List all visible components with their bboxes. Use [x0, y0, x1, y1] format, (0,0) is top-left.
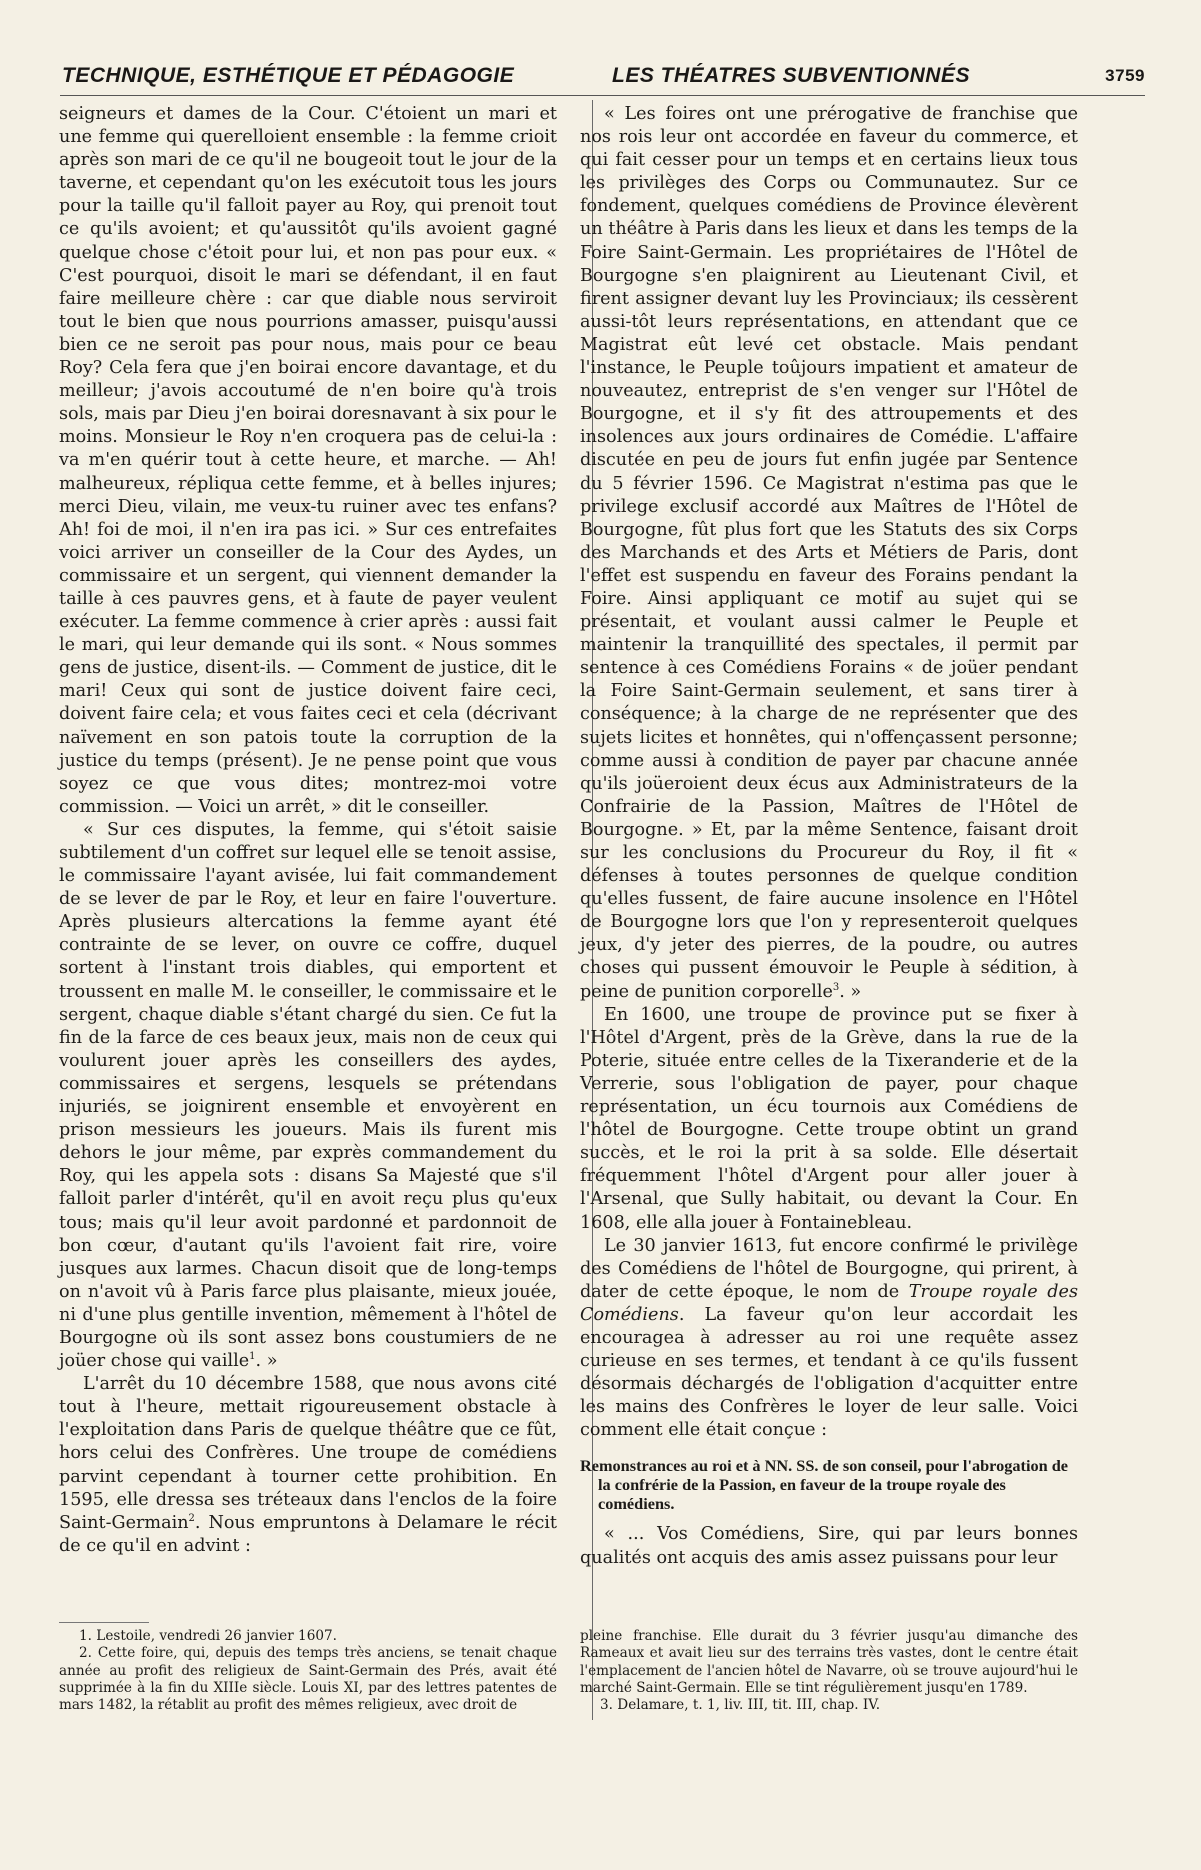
- paragraph-text: . »: [255, 1351, 278, 1372]
- header-left-title: TECHNIQUE, ESTHÉTIQUE ET PÉDAGOGIE: [62, 64, 515, 87]
- section-subheading: Remonstrances au roi et à NN. SS. de son conseil, pour l'abrogation de la confrérie de la Passion, en faveur de la troupe royale des comédiens.: [580, 1456, 1069, 1514]
- footnote: 3. Delamare, t. 1, liv. III, tit. III, chap. IV.: [600, 1697, 881, 1714]
- footnote: 2. Cette foire, qui, depuis des temps très anciens, se tenait chaque année au profit des religieux de Saint-Germain des Prés, avait été supprimée à la fin du XIIIe siècle. Louis XI, par des lettres patentes de mars 1482, la rétablit au profit des mêmes religieux, avec droit de: [59, 1645, 557, 1714]
- paragraph: En 1600, une troupe de province put se fixer à l'Hôtel d'Argent, près de la Grève, dans la rue de la Poterie, située entre celles de la Tixeranderie et de la Verrerie, sous l'obligation de payer, pour chaque représentation, un écu tournois aux Comédiens de l'hôtel de Bourgogne. Cette troupe obtint un grand succès, et le roi la prit à sa solde. Elle désertait fréquemment l'hôtel d'Argent pour aller jouer à l'Arsenal, que Sully habitait, ou devant la Cour. En 1608, elle alla jouer à Fontainebleau.: [580, 1004, 1078, 1233]
- running-header: [60, 60, 1145, 94]
- paragraph-text: Le 30 janvier 1613, fut encore confirmé le privilège des Comédiens de l'hôtel de Bourgogne, qui prirent, à dater de cette époque, le nom de: [580, 1235, 1078, 1302]
- paragraph: [580, 103, 1078, 1004]
- paragraph: [59, 819, 557, 1373]
- italic-title: Troupe royale des Comédiens: [580, 1281, 1078, 1325]
- page-number: 3759: [1105, 66, 1145, 85]
- paragraph-text: . Nous empruntons à Delamare le récit de ce qu'il en advint :: [59, 1512, 557, 1556]
- footnote: 1. Lestoile, vendredi 26 janvier 1607.: [79, 1628, 337, 1644]
- paragraph-text: « Les foires ont une prérogative de franchise que nos rois leur ont accordée en faveur du commerce, et qui fait cesser pour un temps et en certains lieux tous les privilèges des Corps ou Communautez. Sur ce fondement, quelques comédiens de Province élevèrent un théâtre à Paris dans les lieux et dans les temps de la Foire Saint-Germain. Les propriétaires de l'Hôtel de Bourgogne s'en plaignirent au Lieutenant Civil, et firent assigner devant luy les Provinciaux; ils cessèrent aussi-tôt leurs représentations, en attendant que ce Magistrat eût levé cet obstacle. Mais pendant l'instance, le Peuple toûjours impatient et amateur de nouveautez, entreprist de s'en venger sur l'Hôtel de Bourgogne, et il s'y fit des attroupements et des insolences aux jours ordinaires de Comédie. L'affaire discutée en peu de jours fut enfin jugée par Sentence du 5 février 1596. Ce Magistrat n'estima pas que le privilege exclusif accordé aux Maîtres de l'Hôtel de Bourgogne, fût plus fort que les Statuts des six Corps des Marchands et des Arts et Métiers de Paris, dont l'effet est suspendu en faveur des Forains pendant la Foire. Ainsi appliquant ce motif au sujet qui se présentait, et voulant aussi calmer le Peuple et maintenir la tranquillité des spectales, il permit par sentence à ces Comédiens Forains « de joüer pendant la Foire Saint-Germain seulement, et sans tirer à conséquence; à la charge de ne représenter que des sujets licites et honnêtes, qui n'offençassent personne; comme aussi à condition de payer par chacune année qu'ils joüeroient deux écus aux Administrateurs de la Confrairie de la Passion, Maîtres de l'Hôtel de Bourgogne. » Et, par la même Sentence, faisant droit sur les conclusions du Procureur du Roy, il fit « défenses à toutes personnes de quelque condition qu'elles fussent, de faire aucune insolence en l'Hôtel de Bourgogne lors que l'on y representeroit quelques jeux, d'y jeter des pierres, de la poudre, ou autres choses qui pussent émouvoir le Peuple à sédition, à peine de punition corporelle: [580, 104, 1078, 1002]
- paragraph-text: seigneurs et dames de la Cour. C'étoient un mari et une femme qui querelloient ensemble : la femme crioit après son mari de ce qu'il ne bougeoit tout le jour de la taverne, et cependant qu'on les exécutoit tous les jours pour la taille qu'il falloit payer au Roy, qui prenoit tout ce qu'ils avoient; et qu'aussitôt qu'ils avoient gagné quelque chose c'étoit pour lui, et non pas pour eux. « C'est pourquoi, disoit le mari se défendant, il en faut faire meilleure chère : car que diable nous serviroit tout le bien que nous pourrions amasser, puisqu'aussi bien ce ne seroit pas pour nous, mais pour ce beau Roy? Cela fera que j'en boirai encore davantage, et du meilleur; j'avois accoutumé de n'en boire qu'à trois sols, mais par Dieu j'en boirai doresnavant à six pour le moins. Monsieur le Roy n'en croquera pas de celui-la : va m'en quérir tout à cette heure, et marche. — Ah! malheureux, répliqua cette femme, et à belles injures; merci Dieu, vilain, me veux-tu ruiner avec tes enfans? Ah! foi de moi, il n'en ira pas ici. » Sur ces entrefaites voici arriver un conseiller de la Cour des Aydes, un commissaire et un sergent, qui viennent demander la taille à ces pauvres gens, et à faute de payer veulent exécuter. La femme commence à crier après : aussi fait le mari, qui leur demande qui ils sont. « Nous sommes gens de justice, disent-ils. — Comment de justice, dit le mari! Ceux qui sont de justice doivent faire ceci, doivent faire cela; et vous faites ceci et cela (décrivant naïvement en son patois toute la corruption de la justice du temps (présent). Je ne pense point que vous soyez ce que vous dites; montrez-moi votre commission. — Voici un arrêt, » dit le conseiller.: [59, 104, 557, 817]
- paragraph-text: L'arrêt du 10 décembre 1588, que nous avons cité tout à l'heure, mettait rigoureusement obstacle à l'exploitation dans Paris de quelque théâtre que ce fût, hors celui des Confrères. Une troupe de comédiens parvint cependant à tourner cette prohibition. En 1595, elle dressa ses tréteaux dans l'enclos de la foire Saint-Germain: [59, 1374, 557, 1533]
- footnote-rule: [59, 1622, 149, 1623]
- paragraph-text: « Sur ces disputes, la femme, qui s'étoit saisie subtilement d'un coffret sur lequel elle se tenoit assise, le commissaire l'ayant avisée, lui fait commandement de se lever de par le Roy, et leur en faire l'ouverture. Après plusieurs altercations la femme ayant été contrainte de se lever, on ouvre ce coffre, duquel sortent à l'instant trois diables, qui emportent et troussent en malle M. le conseiller, le commissaire et le sergent, chaque diable s'étant chargé du sien. Ce fut la fin de la farce de ces beaux jeux, mais non de ceux qui voulurent jouer après les conseillers des aydes, commissaires et sergens, lesquels se prétendans injuriés, se joignirent ensemble et envoyèrent en prison messieurs les joueurs. Mais ils furent mis dehors le jour même, par exprès commandement du Roy, qui les appela sots : disans Sa Majesté que s'il falloit parler d'intérêt, qu'il en avoit reçu plus qu'eux tous; mais qu'il leur avoit pardonné et pardonnoit de bon cœur, d'autant qu'ils l'avoient fait rire, voire jusques aux larmes. Chacun disoit que de long-temps on n'avoit vû à Paris farce plus plaisante, mieux jouée, ni d'une plus gentille invention, mêmement à l'hôtel de Bourgogne où ils sont assez bons coustumiers de ne joüer chose qui vaille: [59, 819, 557, 1372]
- footnote-ref: 2: [188, 1512, 195, 1524]
- paragraph: [59, 103, 557, 819]
- paragraph: « ... Vos Comédiens, Sire, qui par leurs bonnes qualités ont acquis des amis assez puissans pour leur: [580, 1524, 1078, 1568]
- paragraph-text: . La faveur qu'on leur accordait les encouragea à adresser au roi une requête assez curieuse en ses termes, et tendant à ce qu'ils fussent désormais déchargés de l'obligation d'acquitter entre les mains des Confrères le loyer de leur salle. Voici comment elle était conçue :: [580, 1304, 1078, 1441]
- footnote-ref: 1: [249, 1351, 256, 1363]
- header-rule: [60, 95, 1145, 96]
- header-right-title: LES THÉATRES SUBVENTIONNÉS: [612, 64, 970, 87]
- right-column: [580, 103, 1078, 1570]
- footnote-ref: 3: [832, 981, 840, 993]
- paragraph-text: . »: [839, 981, 862, 1002]
- footnotes-left: [59, 1628, 557, 1714]
- paragraph: [580, 1235, 1078, 1443]
- footnote: pleine franchise. Elle durait du 3 février jusqu'au dimanche des Rameaux et avait lieu sur des terrains très vastes, dont le centre était l'emplacement de l'ancien hôtel de Navarre, où se trouve aujourd'hui le marché Saint-Germain. Elle se tint régulièrement jusqu'en 1789.: [580, 1628, 1078, 1696]
- left-column: [59, 103, 557, 1558]
- paragraph: [59, 1373, 557, 1558]
- footnotes-right: [580, 1628, 1078, 1714]
